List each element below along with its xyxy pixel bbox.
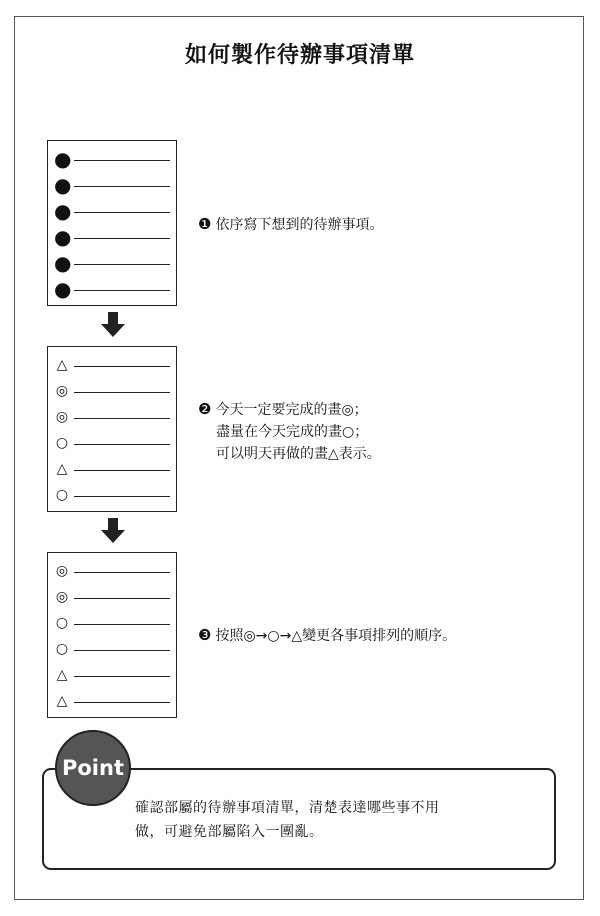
list-row bbox=[54, 253, 170, 273]
filled-dot-icon: ● bbox=[54, 173, 72, 197]
double-circle-mark-icon: ◎ bbox=[55, 589, 69, 605]
circle-mark-icon: ○ bbox=[55, 641, 69, 657]
step-2-description bbox=[198, 398, 381, 465]
list-row bbox=[54, 279, 170, 299]
list-row bbox=[54, 227, 170, 247]
blank-line bbox=[74, 290, 170, 291]
list-row bbox=[54, 665, 170, 685]
triangle-mark-icon: △ bbox=[56, 667, 68, 683]
step-number-1: ❶ bbox=[198, 215, 212, 233]
blank-line bbox=[74, 496, 170, 497]
list-row bbox=[54, 201, 170, 221]
blank-line bbox=[74, 264, 170, 265]
list-row bbox=[54, 149, 170, 169]
point-text-line-2: 做，可避免部屬陷入一團亂。 bbox=[135, 824, 324, 840]
point-text bbox=[135, 796, 535, 844]
double-circle-mark-icon: ◎ bbox=[55, 383, 69, 399]
blank-line bbox=[74, 444, 170, 445]
blank-line bbox=[74, 238, 170, 239]
list-row bbox=[54, 691, 170, 711]
filled-dot-icon: ● bbox=[54, 225, 72, 249]
blank-line bbox=[74, 572, 170, 573]
blank-line bbox=[74, 702, 170, 703]
blank-line bbox=[74, 598, 170, 599]
todo-list-step3 bbox=[47, 552, 177, 718]
blank-line bbox=[74, 624, 170, 625]
step-1-description bbox=[198, 213, 383, 236]
double-circle-mark-icon: ◎ bbox=[55, 409, 69, 425]
circle-mark-icon: ○ bbox=[55, 487, 69, 503]
step-2-line-2: 盡量在今天完成的畫○； bbox=[216, 424, 369, 440]
circle-mark-icon: ○ bbox=[55, 435, 69, 451]
filled-dot-icon: ● bbox=[54, 147, 72, 171]
blank-line bbox=[74, 418, 170, 419]
todo-list-step1 bbox=[47, 140, 177, 306]
point-label: Point bbox=[61, 756, 124, 780]
step-1-line-1: 依序寫下想到的待辦事項。 bbox=[215, 217, 384, 233]
step-2-line-1: 今天一定要完成的畫◎； bbox=[215, 402, 368, 418]
double-circle-mark-icon: ◎ bbox=[55, 563, 69, 579]
circle-mark-icon: ○ bbox=[55, 615, 69, 631]
down-arrow-icon bbox=[101, 518, 125, 546]
blank-line bbox=[74, 650, 170, 651]
blank-line bbox=[74, 186, 170, 187]
triangle-mark-icon: △ bbox=[56, 693, 68, 709]
list-row bbox=[54, 459, 170, 479]
list-row bbox=[54, 175, 170, 195]
blank-line bbox=[74, 366, 170, 367]
list-row bbox=[54, 639, 170, 659]
list-row bbox=[54, 613, 170, 633]
step-number-2: ❷ bbox=[198, 400, 212, 418]
list-row bbox=[54, 587, 170, 607]
filled-dot-icon: ● bbox=[54, 251, 72, 275]
point-badge bbox=[55, 730, 131, 806]
blank-line bbox=[74, 392, 170, 393]
step-2-line-3: 可以明天再做的畫△表示。 bbox=[216, 446, 381, 462]
down-arrow-icon bbox=[101, 312, 125, 340]
list-row bbox=[54, 561, 170, 581]
blank-line bbox=[74, 470, 170, 471]
list-row bbox=[54, 433, 170, 453]
point-text-line-1: 確認部屬的待辦事項清單，清楚表達哪些事不用 bbox=[135, 800, 440, 816]
triangle-mark-icon: △ bbox=[56, 357, 68, 373]
list-row bbox=[54, 485, 170, 505]
list-row bbox=[54, 355, 170, 375]
page-title: 如何製作待辦事項清單 bbox=[184, 43, 415, 68]
blank-line bbox=[74, 160, 170, 161]
blank-line bbox=[74, 676, 170, 677]
step-number-3: ❸ bbox=[198, 626, 212, 644]
todo-list-step2 bbox=[47, 346, 177, 512]
list-row bbox=[54, 381, 170, 401]
step-3-line-1: 按照◎→○→△變更各事項排列的順序。 bbox=[215, 628, 457, 644]
filled-dot-icon: ● bbox=[54, 277, 72, 301]
step-3-description bbox=[198, 624, 456, 647]
list-row bbox=[54, 407, 170, 427]
filled-dot-icon: ● bbox=[54, 199, 72, 223]
triangle-mark-icon: △ bbox=[56, 461, 68, 477]
blank-line bbox=[74, 212, 170, 213]
